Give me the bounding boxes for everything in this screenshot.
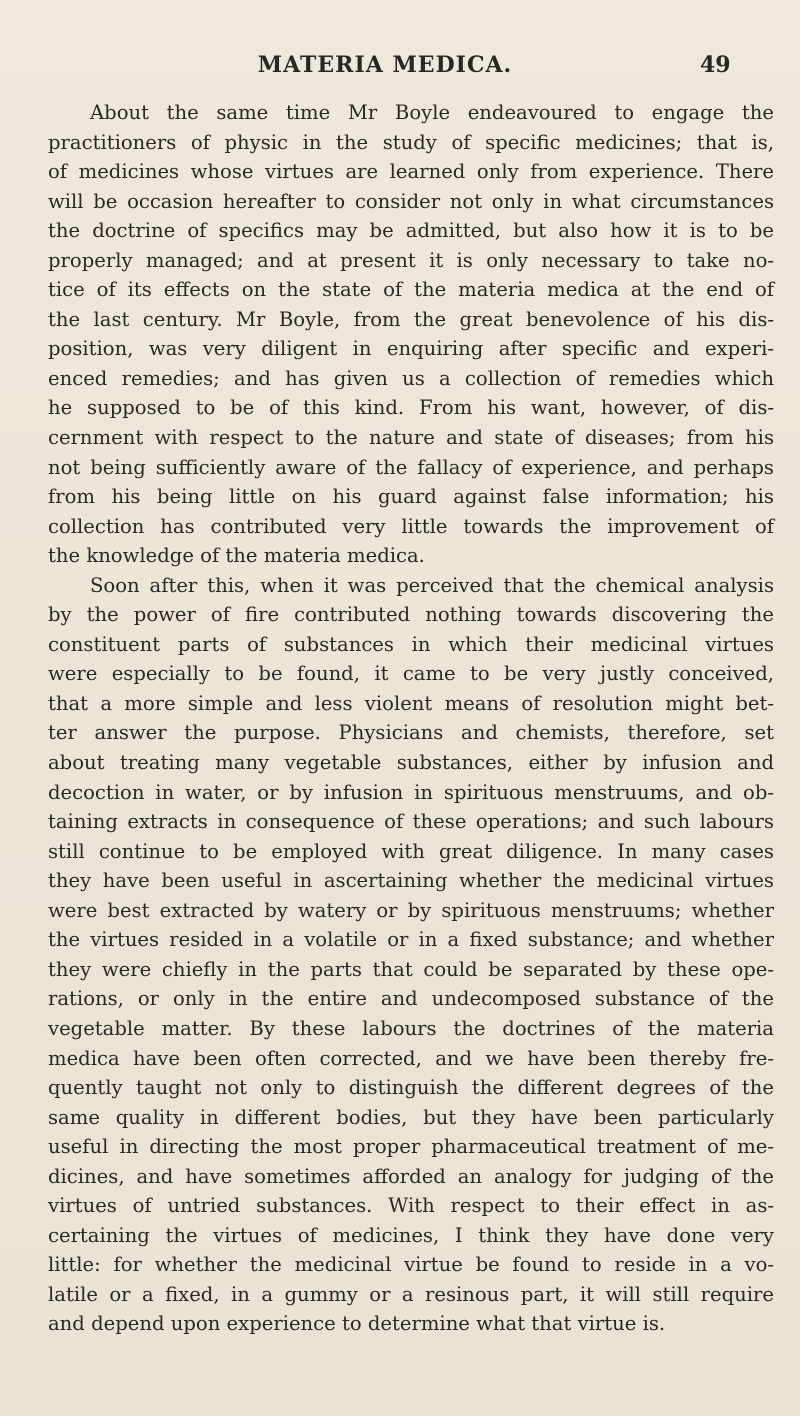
text-line: useful in directing the most proper pharmaceutical treatment of me-	[48, 1135, 774, 1159]
text-line: still continue to be employed with great diligence. In many cases	[48, 839, 774, 863]
paragraph-1	[48, 98, 774, 571]
text-line: enced remedies; and has given us a collection of remedies which	[48, 366, 774, 390]
text-line: decoction in water, or by infusion in spirituous menstruums, and ob-	[48, 780, 774, 804]
text-line: constituent parts of substances in which their medicinal virtues	[48, 632, 774, 656]
text-line: and depend upon experience to determine what that virtue is.	[48, 1312, 666, 1336]
text-line: collection has contributed very little towards the improvement of	[48, 514, 774, 538]
text-line: he supposed to be of this kind. From his want, however, of dis-	[48, 396, 774, 420]
text-line: certaining the virtues of medicines, I think they have done very	[48, 1223, 774, 1247]
body-text	[48, 98, 774, 1339]
text-line: vegetable matter. By these labours the doctrines of the materia	[48, 1016, 774, 1040]
text-line: that a more simple and less violent means of resolution might bet-	[48, 691, 774, 715]
text-line: cernment with respect to the nature and state of diseases; from his	[48, 426, 774, 450]
text-line: tice of its effects on the state of the materia medica at the end of	[48, 278, 774, 302]
text-line: Soon after this, when it was perceived that the chemical analysis	[90, 573, 774, 597]
text-line: virtues of untried substances. With respect to their effect in as-	[48, 1194, 774, 1218]
running-title: MATERIA MEDICA.	[257, 52, 513, 78]
text-line: dicines, and have sometimes afforded an analogy for judging of the	[48, 1164, 774, 1188]
text-line: ter answer the purpose. Physicians and chemists, therefore, set	[48, 721, 774, 745]
text-line: rations, or only in the entire and undecomposed substance of the	[48, 987, 774, 1011]
text-line: little: for whether the medicinal virtue be found to reside in a vo-	[48, 1253, 774, 1277]
text-line: the virtues resided in a volatile or in a fixed substance; and whether	[48, 928, 774, 952]
page-number: 49	[700, 52, 731, 78]
text-line: will be occasion hereafter to consider not only in what circumstances	[48, 189, 774, 213]
paragraph-2	[48, 571, 774, 1339]
text-line: the knowledge of the materia medica.	[48, 544, 425, 568]
text-line: the doctrine of specifics may be admitted, but also how it is to be	[48, 219, 774, 243]
text-line: by the power of fire contributed nothing towards discovering the	[48, 603, 774, 627]
text-line: latile or a fixed, in a gummy or a resinous part, it will still require	[48, 1282, 774, 1306]
text-line: About the same time Mr Boyle endeavoured to engage the	[90, 101, 774, 124]
text-line: were best extracted by watery or by spirituous menstruums; whether	[48, 898, 774, 922]
text-line: about treating many vegetable substances, either by infusion and	[48, 751, 774, 775]
text-line: quently taught not only to distinguish the different degrees of the	[48, 1076, 774, 1100]
text-line: of medicines whose virtues are learned only from experience. There	[48, 160, 774, 184]
text-line: they were chiefly in the parts that could be separated by these ope-	[48, 957, 774, 981]
text-line: properly managed; and at present it is only necessary to take no-	[48, 248, 774, 272]
text-line: not being sufficiently aware of the fallacy of experience, and perhaps	[48, 455, 774, 479]
text-line: they have been useful in ascertaining whether the medicinal virtues	[48, 869, 774, 893]
text-line: same quality in different bodies, but they have been particularly	[48, 1105, 774, 1129]
text-line: taining extracts in consequence of these operations; and such labours	[48, 810, 774, 834]
text-line: from his being little on his guard against false information; his	[48, 485, 774, 509]
text-line: the last century. Mr Boyle, from the great benevolence of his dis-	[48, 307, 774, 331]
text-line: position, was very diligent in enquiring after specific and experi-	[48, 337, 774, 361]
text-line: medica have been often corrected, and we have been thereby fre-	[48, 1046, 774, 1070]
text-line: practitioners of physic in the study of specific medicines; that is,	[48, 130, 774, 154]
text-line: were especially to be found, it came to be very justly conceived,	[48, 662, 774, 686]
running-head	[0, 52, 800, 82]
